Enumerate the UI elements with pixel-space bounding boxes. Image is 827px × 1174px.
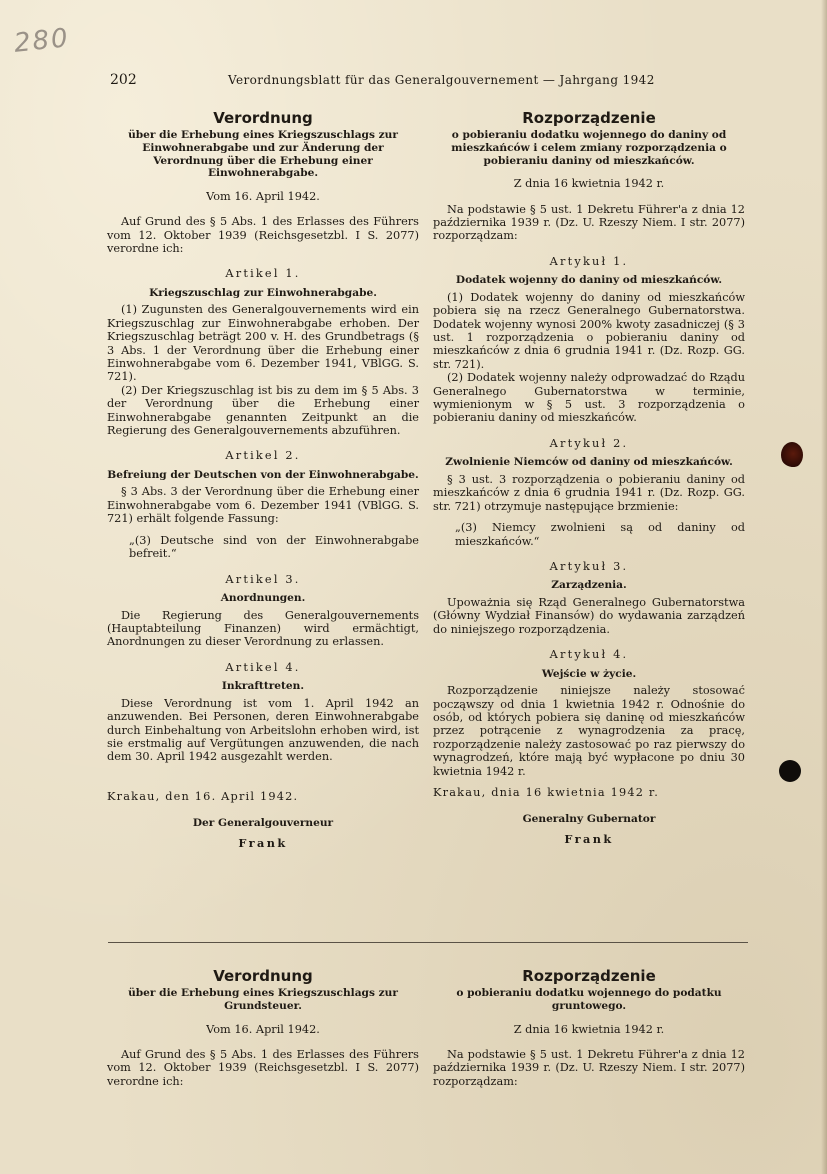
signatory-role: Generalny Gubernator <box>522 813 656 826</box>
decree-subtitle: über die Erhebung eines Kriegszuschlags zur Einwohnerabgabe und zur Änderung der Verordnung über die Erhebung einer Einwohnerabgabe. <box>128 129 398 180</box>
decree-date: Z dnia 16 kwietnia 1942 r. <box>513 1022 665 1036</box>
ink-stain <box>781 442 803 468</box>
article-label: Artikel 2. <box>225 449 301 463</box>
paragraph: (1) Dodatek wojenny do daniny od mieszkańców pobiera się na rzecz Generalnego Gubernatorstwa. Dodatek wojenny wynosi 200% kwoty zasadniczej (§ 3 ust. 1 rozporządzenia o pobieraniu daniny od mieszkańców z dnia 6 grudnia 1941 r. (Dz. Rozp. GG. str. 721). <box>433 290 745 371</box>
running-title: Verordnungsblatt für das Generalgouvernement — Jahrgang 1942 <box>228 73 655 87</box>
article-heading: Anordnungen. <box>220 591 306 604</box>
article-heading: Wejście w życie. <box>541 667 637 680</box>
decree-subtitle: o pobieraniu dodatku wojennego do podatku gruntowego. <box>456 987 722 1012</box>
decree1-polish-column <box>433 109 745 846</box>
section-divider <box>108 942 748 943</box>
article-heading: Inkrafttreten. <box>221 680 305 693</box>
article-label: Artykuł 1. <box>549 254 629 268</box>
article-label: Artykuł 3. <box>549 559 629 573</box>
article-label: Artikel 1. <box>225 267 301 281</box>
signatory-role: Der Generalgouverneur <box>192 817 334 830</box>
preamble: Auf Grund des § 5 Abs. 1 des Erlasses des Führers vom 12. Oktober 1939 (Reichsgesetzbl. I S. 2077) verordne ich: <box>107 1048 419 1088</box>
decree-title: Rozporządzenie <box>522 109 656 127</box>
decree-title: Verordnung <box>213 967 313 985</box>
article-heading: Kriegszuschlag zur Einwohnerabgabe. <box>149 286 377 299</box>
place-date: Krakau, dnia 16 kwietnia 1942 r. <box>433 785 660 799</box>
decree-date: Vom 16. April 1942. <box>206 1022 320 1036</box>
signatory-name: Frank <box>564 831 614 846</box>
decree-date: Vom 16. April 1942. <box>206 189 320 203</box>
paragraph: Diese Verordnung ist vom 1. April 1942 an anzuwenden. Bei Personen, deren Einwohnerabgabe durch Einbehaltung von Arbeitslohn erhoben wird, ist sie erstmalig auf Vergütungen anzuwenden, die nach dem 30. April 1942 ausgezahlt werden. <box>107 696 419 764</box>
preamble: Na podstawie § 5 ust. 1 Dekretu Führer'a z dnia 12 października 1939 r. (Dz. U. Rzeszy Niem. I str. 2077) rozporządzam: <box>433 1048 745 1088</box>
paragraph: Upoważnia się Rząd Generalnego Gubernatorstwa (Główny Wydział Finansów) do wydawania zarządzeń do niniejszego rozporządzenia. <box>433 595 745 636</box>
quoted-text: „(3) Deutsche sind von der Einwohnerabgabe befreit.“ <box>129 533 419 561</box>
paragraph: § 3 Abs. 3 der Verordnung über die Erhebung einer Einwohnerabgabe vom 6. Dezember 1941 (VBlGG. S. 721) erhält folgende Fassung: <box>107 485 419 526</box>
decree-subtitle: über die Erhebung eines Kriegszuschlags zur Grundsteuer. <box>128 987 398 1012</box>
decree-title: Verordnung <box>213 109 313 127</box>
decree-date: Z dnia 16 kwietnia 1942 r. <box>513 177 665 191</box>
decree2-polish-column <box>433 967 745 1088</box>
article-heading: Dodatek wojenny do daniny od mieszkańców. <box>455 274 723 287</box>
paragraph: (2) Der Kriegszuschlag ist bis zu dem im § 5 Abs. 3 der Verordnung über die Erhebung einer Einwohnerabgabe genannten Zeitpunkt an die Regierung des Generalgouvernements abzuführen. <box>107 383 419 438</box>
preamble: Na podstawie § 5 ust. 1 Dekretu Führer'a z dnia 12 października 1939 r. (Dz. U. Rzeszy Niem. I str. 2077) rozporządzam: <box>433 202 745 243</box>
decree-title: Rozporządzenie <box>522 967 656 985</box>
paragraph: § 3 ust. 3 rozporządzenia o pobieraniu daniny od mieszkańców z dnia 6 grudnia 1941 r. (Dz. Rozp. GG. str. 721) otrzymuje następujące brzmienie: <box>433 472 745 513</box>
running-header <box>110 72 717 90</box>
paragraph: Die Regierung des Generalgouvernements (Hauptabteilung Finanzen) wird ermächtigt, Anordnungen zu dieser Verordnung zu erlassen. <box>107 608 419 649</box>
decree2-german-column <box>107 967 419 1088</box>
paragraph: (1) Zugunsten des Generalgouvernements wird ein Kriegszuschlag zur Einwohnerabgabe erhoben. Der Kriegszuschlag beträgt 200 v. H. des Grundbetrags (§ 3 Abs. 1 der Verordnung über die Erhebung einer Einwohnerabgabe vom 6. Dezember 1941, VBlGG. S. 721). <box>107 303 419 384</box>
binding-hole <box>779 760 801 782</box>
article-heading: Befreiung der Deutschen von der Einwohnerabgabe. <box>107 468 419 481</box>
quoted-text: „(3) Niemcy zwolnieni są od daniny od mieszkańców.“ <box>455 521 745 548</box>
article-label: Artykuł 4. <box>549 648 629 662</box>
decree1-german-column <box>107 109 419 850</box>
decree-subtitle: o pobieraniu dodatku wojennego do daniny od mieszkańców i celem zmiany rozporządzenia o pobieraniu daniny od mieszkańców. <box>451 129 727 167</box>
article-heading: Zarządzenia. <box>551 579 627 592</box>
page-edge-shadow <box>821 0 827 1174</box>
article-label: Artikel 3. <box>225 572 301 586</box>
article-heading: Zwolnienie Niemców od daniny od mieszkańców. <box>445 456 733 469</box>
paragraph: (2) Dodatek wojenny należy odprowadzać do Rządu Generalnego Gubernatorstwa w terminie, wymienionym w § 5 ust. 3 rozporządzenia o pobieraniu daniny od mieszkańców. <box>433 371 745 425</box>
page-number: 202 <box>110 72 137 88</box>
place-date: Krakau, den 16. April 1942. <box>107 789 299 803</box>
article-label: Artykuł 2. <box>549 436 629 450</box>
preamble: Auf Grund des § 5 Abs. 1 des Erlasses des Führers vom 12. Oktober 1939 (Reichsgesetzbl. I S. 2077) verordne ich: <box>107 215 419 255</box>
paragraph: Rozporządzenie niniejsze należy stosować począwszy od dnia 1 kwietnia 1942 r. Odnośnie do osób, od których pobiera się daninę od mieszkańców przez potrącenie z wynagrodzenia za pracę, rozporządzenie należy zastosować po raz pierwszy do wynagrodzeń, które mają być wypłacone po dniu 30 kwietnia 1942 r. <box>433 684 745 778</box>
signatory-name: Frank <box>238 835 288 850</box>
article-label: Artikel 4. <box>225 660 301 674</box>
pencil-page-mark: 280 <box>12 23 72 59</box>
